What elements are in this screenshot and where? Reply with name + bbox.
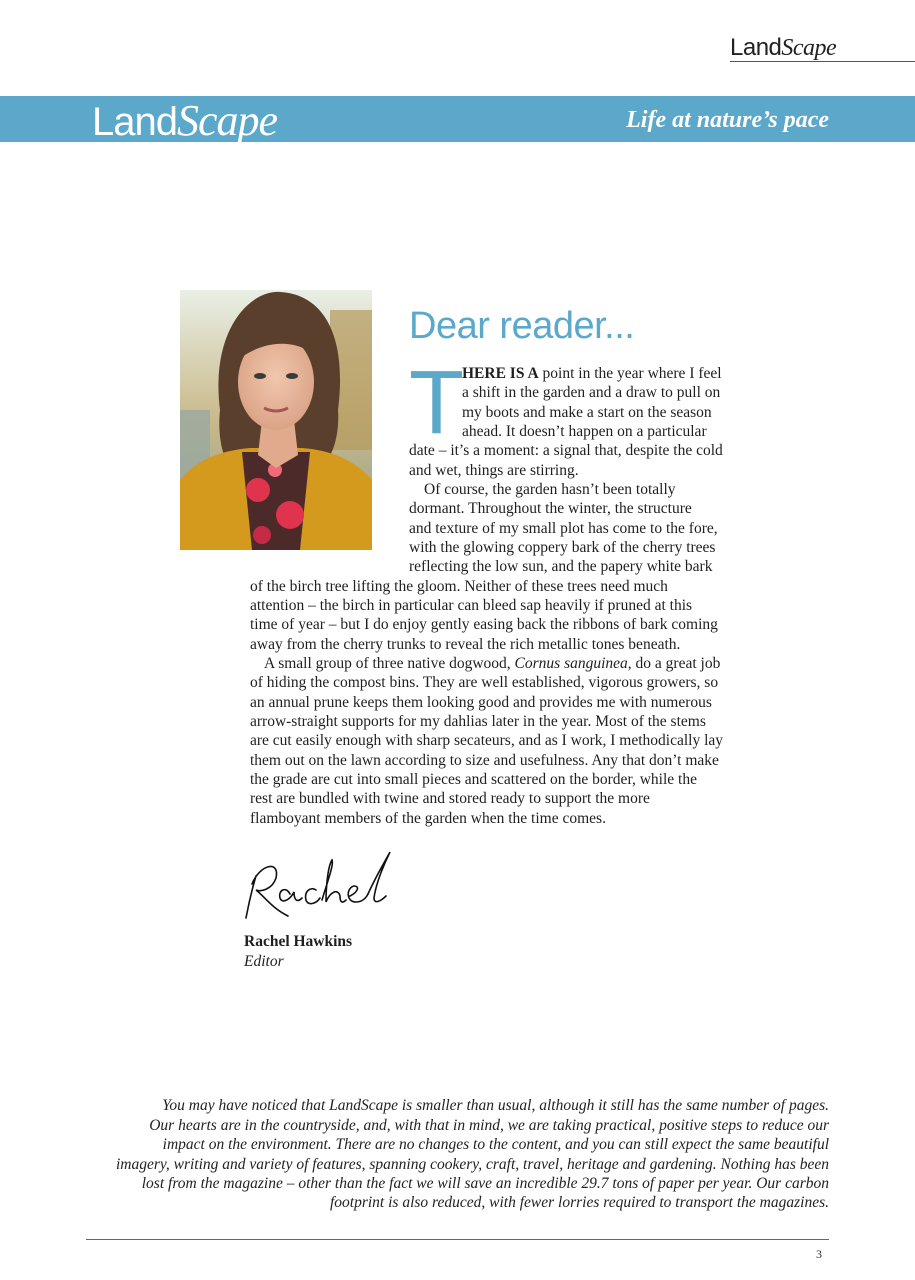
body-line-22: the grade are cut into small pieces and scattered on the border, while the xyxy=(250,771,697,788)
article-heading: Dear reader... xyxy=(409,305,635,347)
body-line-19: arrow-straight supports for my dahlias later in the year. Most of the stems xyxy=(250,713,706,730)
body-line-14: time of year – but I do enjoy gently easing back the ribbons of bark coming xyxy=(250,616,718,633)
editor-portrait xyxy=(180,290,372,550)
body-line-10: with the glowing coppery bark of the cherry trees xyxy=(409,539,716,556)
body-line-3: my boots and make a start on the season xyxy=(462,404,712,421)
page-number: 3 xyxy=(816,1247,822,1261)
handwritten-signature xyxy=(242,846,402,926)
lead-bold: HERE IS A xyxy=(462,365,539,382)
mini-logo-rule xyxy=(730,61,915,62)
note-line-2: Our hearts are in the countryside, and, with that in mind, we are taking practical, positive steps to reduce our xyxy=(149,1117,829,1134)
tagline: Life at nature’s pace xyxy=(626,107,829,133)
body-line-16 xyxy=(264,654,720,673)
body-line-4: ahead. It doesn’t happen on a particular xyxy=(462,423,707,440)
body-line-24: flamboyant members of the garden when the time comes. xyxy=(250,810,606,827)
editor-role: Editor xyxy=(244,953,284,970)
body-line-13: attention – the birch in particular can bleed sap heavily if pruned at this xyxy=(250,597,693,614)
body-line-16-rest: , do a great job xyxy=(627,655,721,672)
body-line-11: reflecting the low sun, and the papery white bark xyxy=(409,558,713,575)
body-line-5: date – it’s a moment: a signal that, despite the cold xyxy=(409,442,723,459)
body-line-16-text: A small group of three native dogwood, xyxy=(264,655,515,672)
body-line-17: of hiding the compost bins. They are well established, vigorous growers, so xyxy=(250,674,719,691)
body-line-18: an annual prune keeps them looking good and provides me with numerous xyxy=(250,694,712,711)
latin-name: Cornus sanguinea xyxy=(514,655,628,672)
body-line-1 xyxy=(462,364,722,383)
brand-land: Land xyxy=(92,100,177,144)
body-line-20: are cut easily enough with sharp secateurs, and as I work, I methodically lay xyxy=(250,732,724,749)
note-line-5: lost from the magazine – other than the fact we will save an incredible 29.7 tons of paper per year. Our carbon xyxy=(141,1175,829,1192)
note-line-4: imagery, writing and variety of features, spanning cookery, craft, travel, heritage and gardening. Nothing has been xyxy=(115,1156,829,1173)
body-line-8: dormant. Throughout the winter, the structure xyxy=(409,500,692,517)
body-line-12: of the birch tree lifting the gloom. Neither of these trees need much xyxy=(250,578,668,595)
body-line-2: a shift in the garden and a draw to pull on xyxy=(462,384,721,401)
body-line-6: and wet, things are stirring. xyxy=(409,462,579,479)
mini-logo-land: Land xyxy=(730,34,782,61)
footer-rule xyxy=(86,1239,829,1240)
mini-logo-scape: Scape xyxy=(781,35,837,61)
body-line-21: them out on the lawn according to size and usefulness. Any that don’t make xyxy=(250,752,719,769)
brand-scape: Scape xyxy=(176,96,278,145)
mini-logo xyxy=(730,34,836,62)
body-line-7: Of course, the garden hasn’t been totally xyxy=(424,481,676,498)
body-line-15: away from the cherry trunks to reveal the rich metallic tones beneath. xyxy=(250,636,681,653)
note-line-1: You may have noticed that LandScape is smaller than usual, although it still has the same number of pages. xyxy=(162,1097,829,1114)
editor-name: Rachel Hawkins xyxy=(244,933,353,950)
brand-logo xyxy=(92,96,277,156)
note-line-3: impact on the environment. There are no changes to the content, and you can still expect the same beautiful xyxy=(162,1136,829,1153)
note-line-6: footprint is also reduced, with fewer lorries required to transport the magazines. xyxy=(329,1194,829,1211)
body-line-9: and texture of my small plot has come to the fore, xyxy=(409,520,718,537)
drop-cap: T xyxy=(409,353,464,453)
body-line-23: rest are bundled with twine and stored ready to support the more xyxy=(250,790,650,807)
body-line-1-text: point in the year where I feel xyxy=(538,365,722,382)
